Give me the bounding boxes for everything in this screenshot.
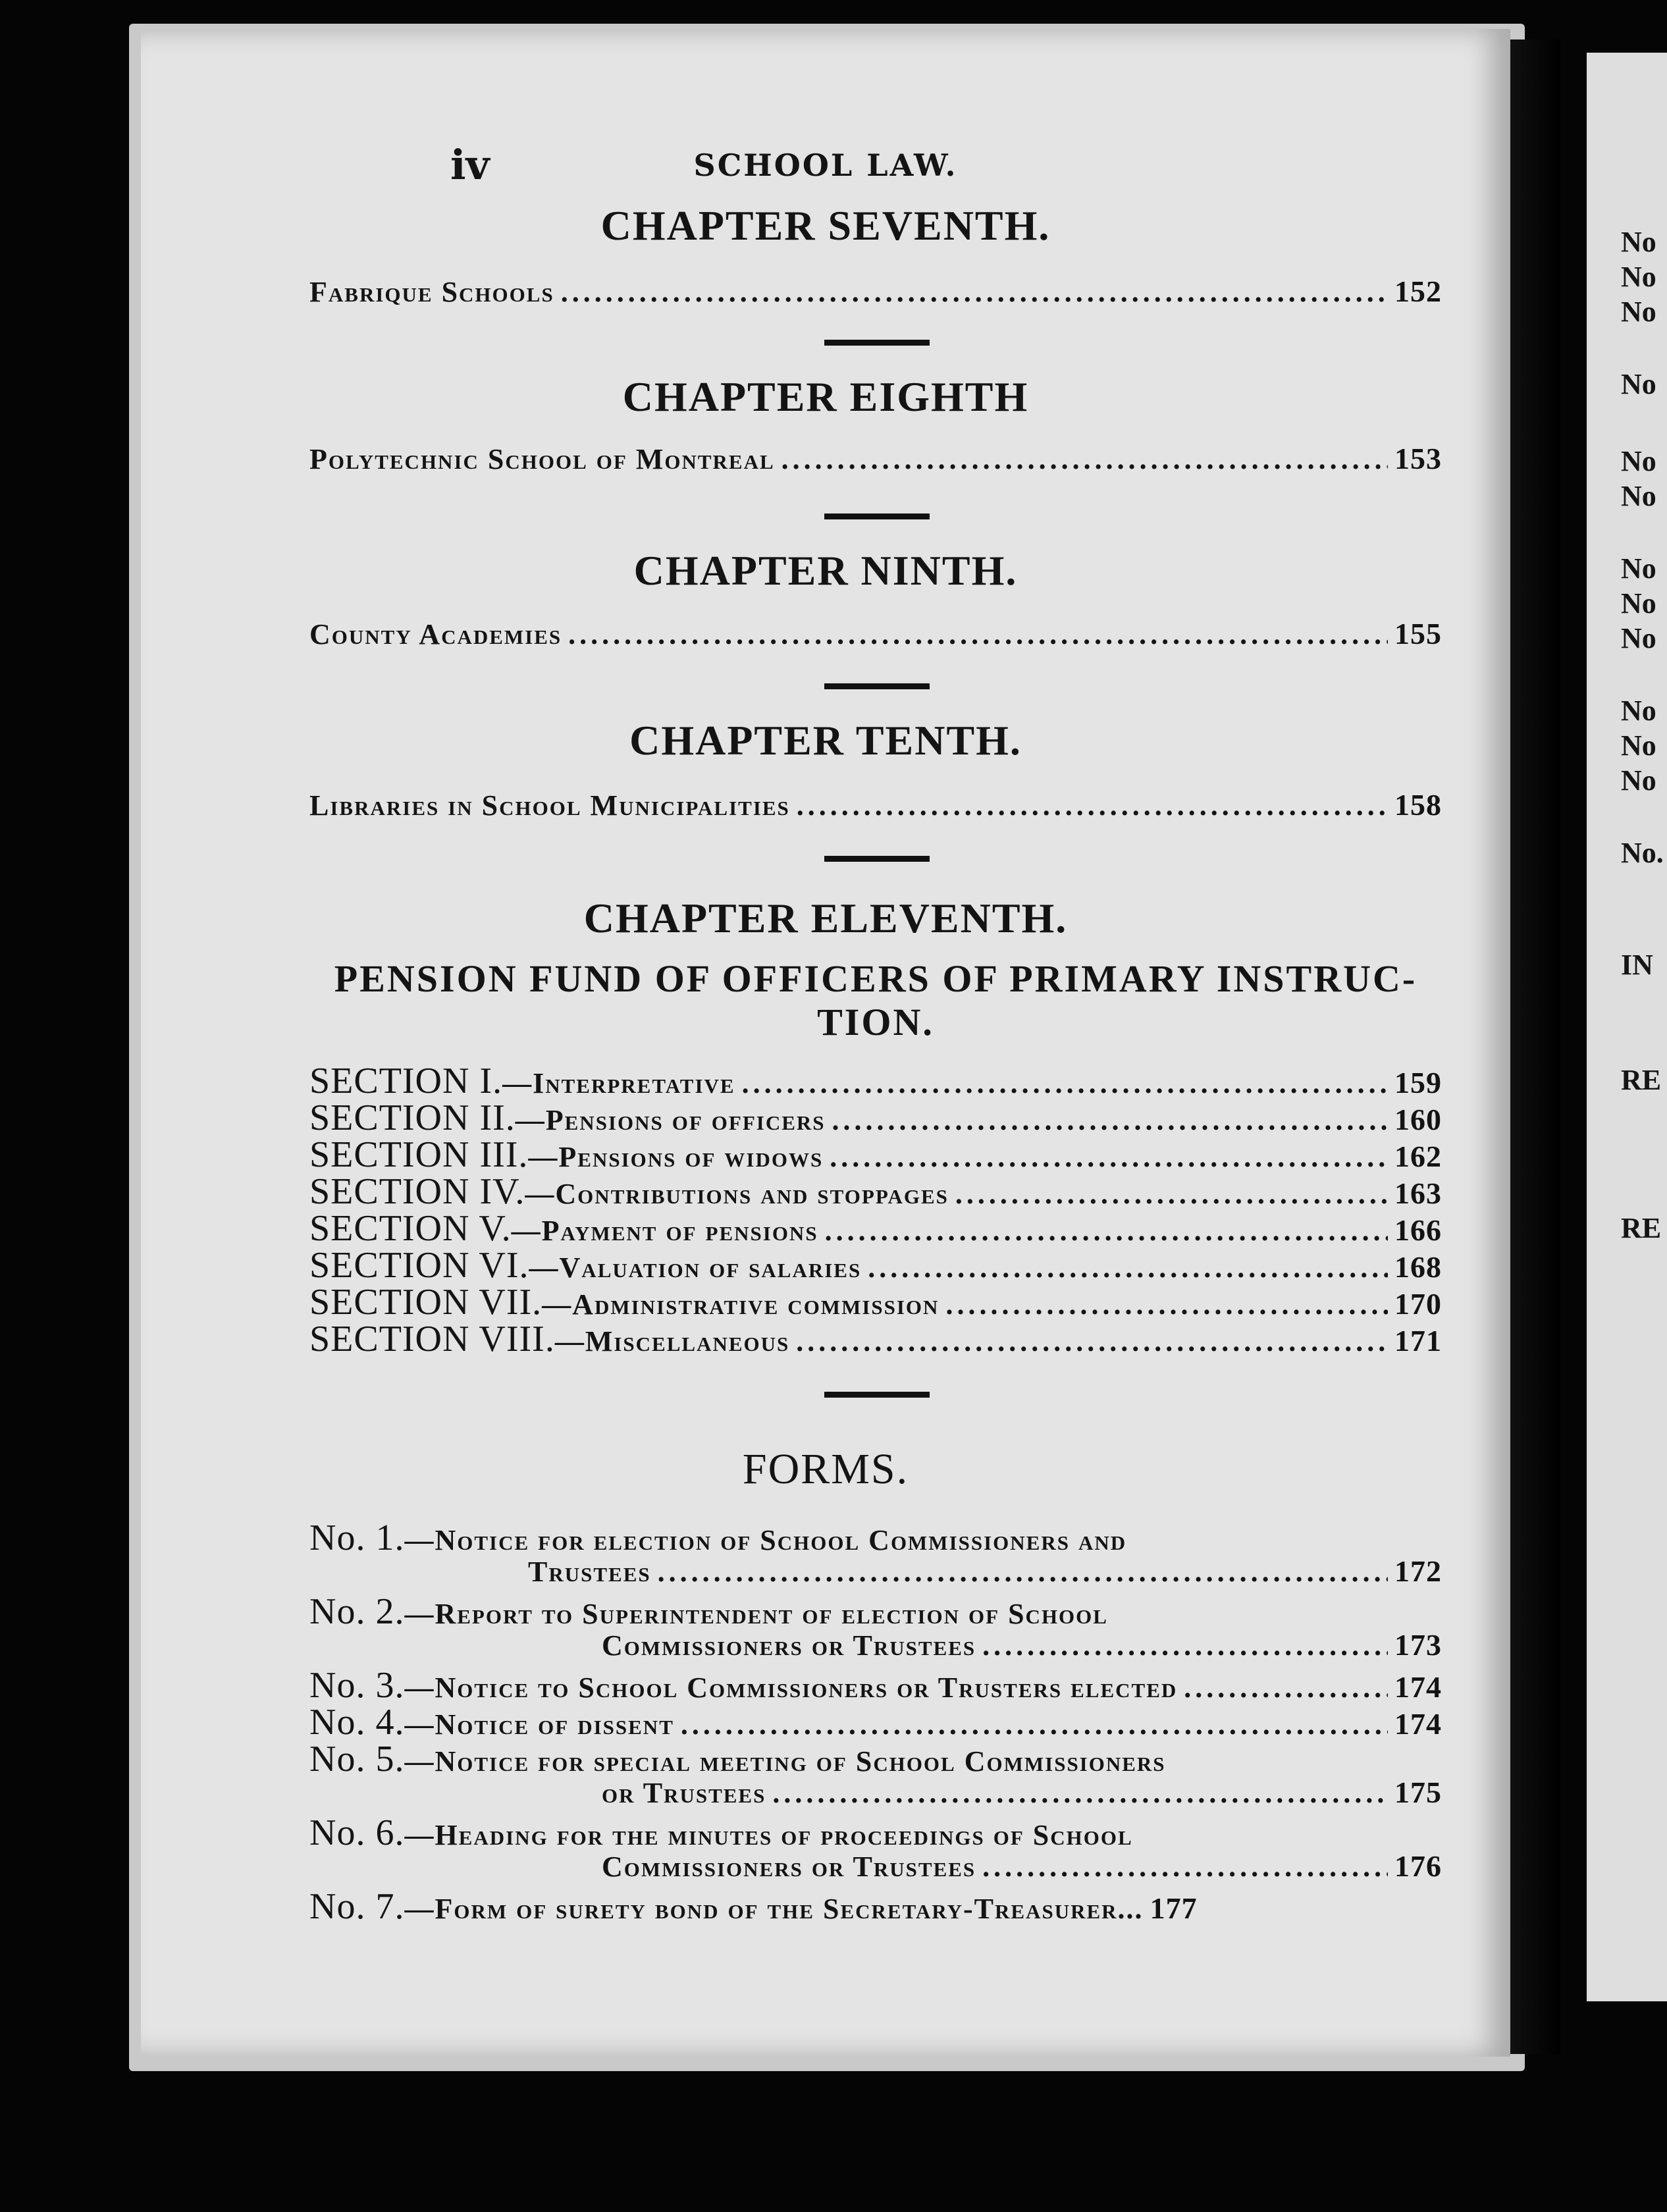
- form-title: —Heading for the minutes of proceedings of School: [404, 1819, 1133, 1851]
- section-rule: [824, 514, 930, 519]
- form-number: No. 5.: [309, 1739, 405, 1779]
- form-title: —Notice to School Commissioners or Trusters elected: [404, 1672, 1178, 1704]
- form-entry: [602, 1849, 1442, 1885]
- form-title-cont: or Trustees: [602, 1777, 766, 1809]
- section-entry: [309, 1060, 1442, 1101]
- forms-heading: FORMS.: [742, 1445, 909, 1493]
- section-entry: [309, 1244, 1442, 1286]
- section-entry: [309, 1281, 1442, 1323]
- facing-page: [1587, 53, 1667, 2001]
- entry-page: 160: [1394, 1103, 1442, 1136]
- facing-text: RE: [1621, 1212, 1662, 1244]
- form-entry-line: [309, 1738, 1442, 1779]
- dot-leader: [945, 1288, 1388, 1321]
- toc-entry: [309, 787, 1442, 824]
- dot-leader: [1184, 1671, 1388, 1704]
- chapter-heading: CHAPTER EIGHTH: [622, 373, 1029, 420]
- form-title: —Report to Superintendent of election of School: [404, 1598, 1108, 1630]
- toc-entry: [309, 274, 1442, 311]
- form-entry: [309, 1664, 1442, 1706]
- dot-leader: [982, 1850, 1388, 1883]
- entry-page: 166: [1394, 1213, 1442, 1247]
- dot-leader: [772, 1776, 1388, 1810]
- dot-leader: [955, 1177, 1388, 1211]
- section-title: —Payment of pensions: [511, 1215, 818, 1247]
- facing-text: No: [1621, 587, 1656, 619]
- section-number: SECTION VIII.: [309, 1319, 555, 1359]
- form-number: No. 4.: [309, 1702, 405, 1743]
- section-entry: [309, 1097, 1442, 1138]
- form-title: —Form of surety bond of the Secretary-Treasurer...: [404, 1893, 1144, 1925]
- dot-leader: [797, 789, 1388, 822]
- dot-leader: [825, 1214, 1388, 1248]
- entry-page: 162: [1394, 1140, 1442, 1173]
- section-number: SECTION VII.: [309, 1282, 542, 1323]
- entry-page: 173: [1394, 1628, 1442, 1662]
- facing-text: No: [1621, 296, 1656, 328]
- dot-leader: [832, 1103, 1388, 1137]
- chapter-heading: CHAPTER SEVENTH.: [600, 202, 1051, 249]
- form-title-cont: Commissioners or Trustees: [602, 1851, 976, 1883]
- form-entry: [309, 1701, 1442, 1743]
- facing-text: IN: [1621, 949, 1653, 981]
- section-number: SECTION I.: [309, 1061, 503, 1101]
- toc-entry: [309, 441, 1442, 478]
- form-number: No. 7.: [309, 1886, 405, 1927]
- form-entry: [309, 1885, 1442, 1927]
- facing-text: No: [1621, 729, 1656, 762]
- section-rule: [824, 856, 930, 862]
- chapter-heading: CHAPTER ELEVENTH.: [583, 895, 1068, 941]
- section-number: SECTION IV.: [309, 1171, 525, 1212]
- section-entry: [309, 1134, 1442, 1175]
- form-entry-line: [309, 1591, 1442, 1632]
- entry-page: 163: [1394, 1176, 1442, 1210]
- facing-text: No: [1621, 226, 1656, 258]
- section-rule: [824, 340, 930, 346]
- facing-text: No: [1621, 764, 1656, 797]
- toc-entry: [309, 616, 1442, 653]
- dot-leader: [868, 1251, 1388, 1284]
- entry-page: 176: [1394, 1849, 1442, 1883]
- dot-leader: [658, 1555, 1388, 1589]
- chapter-heading: CHAPTER TENTH.: [629, 717, 1022, 764]
- entry-page: 158: [1394, 788, 1442, 822]
- section-title: —Valuation of salaries: [529, 1251, 862, 1284]
- page-folio: iv: [450, 141, 490, 189]
- entry-page: 155: [1394, 617, 1442, 650]
- form-title: —Notice for election of School Commissioners and: [404, 1524, 1127, 1556]
- facing-text: No: [1621, 261, 1656, 293]
- dot-leader: [982, 1629, 1388, 1662]
- section-title: —Miscellaneous: [554, 1325, 790, 1357]
- dot-leader: [681, 1708, 1388, 1741]
- dot-leader: [568, 618, 1388, 651]
- section-entry: [309, 1318, 1442, 1359]
- chapter-title-line: PENSION FUND OF OFFICERS OF PRIMARY INSTRUC-: [334, 957, 1417, 1000]
- form-entry: [602, 1627, 1442, 1664]
- entry-page: 159: [1394, 1066, 1442, 1099]
- entry-label: County Academies: [309, 618, 562, 650]
- facing-text: No: [1621, 368, 1656, 400]
- section-title: —Pensions of widows: [528, 1141, 824, 1173]
- running-head: SCHOOL LAW.: [693, 147, 958, 183]
- entry-label: Polytechnic School of Montreal: [309, 443, 775, 475]
- section-rule: [824, 1392, 930, 1398]
- entry-page: 152: [1394, 275, 1442, 308]
- section-title: —Interpretative: [502, 1067, 735, 1099]
- document-page: [141, 29, 1510, 2057]
- facing-text: No: [1621, 622, 1656, 654]
- section-entry: [309, 1207, 1442, 1249]
- entry-page: 175: [1394, 1776, 1442, 1809]
- entry-label: Fabrique Schools: [309, 276, 554, 308]
- entry-label: Libraries in School Municipalities: [309, 789, 790, 822]
- section-number: SECTION III.: [309, 1134, 529, 1175]
- form-entry-line: [309, 1812, 1442, 1853]
- dot-leader: [781, 442, 1388, 476]
- section-number: SECTION V.: [309, 1208, 512, 1249]
- dot-leader: [796, 1325, 1388, 1358]
- entry-page: 153: [1394, 442, 1442, 475]
- facing-text: RE: [1621, 1064, 1662, 1096]
- form-number: No. 1.: [309, 1517, 405, 1558]
- entry-page: 172: [1394, 1554, 1442, 1588]
- section-title: —Contributions and stoppages: [525, 1178, 949, 1210]
- form-number: No. 6.: [309, 1812, 405, 1853]
- chapter-title-line: TION.: [817, 1001, 934, 1043]
- chapter-heading: CHAPTER NINTH.: [633, 547, 1018, 594]
- section-title: —Administrative commission: [542, 1288, 939, 1321]
- dot-leader: [830, 1140, 1388, 1174]
- section-title: —Pensions of officers: [515, 1104, 826, 1136]
- entry-page: 168: [1394, 1250, 1442, 1284]
- form-title-cont: Commissioners or Trustees: [602, 1629, 976, 1662]
- facing-text: No: [1621, 480, 1656, 512]
- section-entry: [309, 1171, 1442, 1212]
- section-number: SECTION II.: [309, 1097, 516, 1138]
- form-entry: [602, 1775, 1442, 1812]
- facing-text: No: [1621, 695, 1656, 727]
- section-rule: [824, 683, 930, 689]
- form-number: No. 3.: [309, 1665, 405, 1706]
- form-title: —Notice for special meeting of School Commissioners: [404, 1745, 1166, 1778]
- dot-leader: [742, 1066, 1388, 1100]
- form-title-cont: Trustees: [528, 1556, 651, 1588]
- form-entry-line: [309, 1517, 1442, 1558]
- section-number: SECTION VI.: [309, 1245, 529, 1286]
- entry-page: 174: [1394, 1670, 1442, 1704]
- form-title: —Notice of dissent: [404, 1708, 674, 1741]
- entry-page: 170: [1394, 1287, 1442, 1321]
- entry-page: 174: [1394, 1707, 1442, 1741]
- entry-page: 171: [1394, 1324, 1442, 1357]
- dot-leader: [561, 275, 1388, 309]
- facing-text: No.: [1621, 837, 1664, 869]
- form-entry: [528, 1554, 1442, 1591]
- facing-text: No: [1621, 552, 1656, 585]
- facing-text: No: [1621, 445, 1656, 477]
- entry-page: 177: [1150, 1891, 1198, 1925]
- form-number: No. 2.: [309, 1591, 405, 1632]
